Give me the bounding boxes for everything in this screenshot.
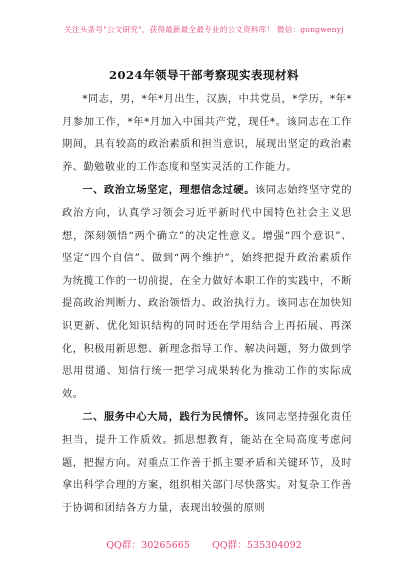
paragraph-heading: 一、政治立场坚定，理想信念过硬。 [82,184,256,197]
footer-qq-group-2: QQ群：535304092 [211,540,302,551]
paragraph-political-stance [62,179,352,406]
paragraph-text: *同志，男，*年*月出生，汉族，中共党员，*学历，*年*月参加工作，*年*月加入中国共产党，现任*。该同志在工作期间，具有较高的政治素质和担当意识，展现出坚定的政治素养、勤勉敬业的工作态度和坚实灵活的工作能力。 [62,94,352,173]
paragraph-intro [62,88,352,179]
footer-contact [0,537,408,551]
paragraph-text: 该同志坚持强化责任担当，提升工作质效。抓思想教育，能站在全局高度考虑问题，把握方向。对重点工作善于抓主要矛盾和关键环节，及时拿出科学合理的方案，组织相关部门尽快落实。对复杂工作善于协调和团结各方力量，表现出较强的原则 [62,412,353,514]
paragraph-service-center [62,406,352,520]
document-body [62,88,352,520]
document-title: 2024年领导干部考察现实表现材料 [108,68,299,82]
header-promo-note: 关注头条号"公文研究"，获得最新最全最专业的公文资料库！ 微信：gongwenyj [64,25,344,34]
paragraph-text: 该同志始终坚守党的政治方向，认真学习领会习近平新时代中国特色社会主义思想，深刻领悟“两个确立”的决定性意义。增强“四个意识”、坚定“四个自信”、做到“两个维护”，始终把提升政治素质作为统揽工作的一切前提，在全力做好本职工作的实践中，不断提高政治判断力、政治领悟力、政治执行力。该同志在加快知识更新、优化知识结构的同时还在学用结合上再拓展、再深化，积极用新思想、新理念指导工作、解决问题，努力做到学思用贯通、知信行统一把学习成果转化为推动工作的实际成效。 [62,185,353,400]
paragraph-heading: 二、服务中心大局，践行为民情怀。 [82,411,256,424]
footer-qq-group-1: QQ群：30265665 [106,540,190,551]
